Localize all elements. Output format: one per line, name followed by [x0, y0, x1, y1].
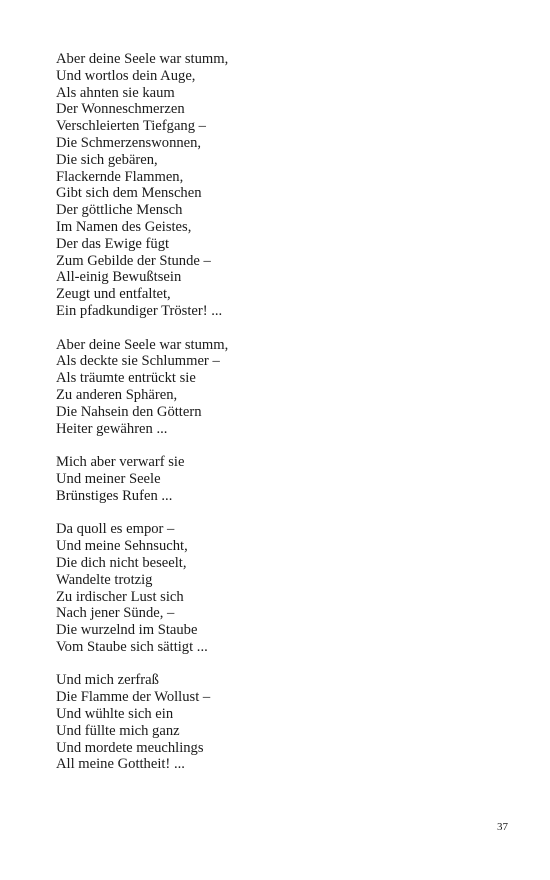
poem-line: Die dich nicht beseelt, [56, 554, 187, 571]
poem-line: Und meiner Seele [56, 470, 161, 487]
poem-line: Der göttliche Mensch [56, 202, 183, 219]
poem-line: Nach jener Sünde, – [56, 605, 175, 622]
poem-line: Zeugt und entfaltet, [56, 286, 171, 303]
poem-line: Ein pfadkundiger Tröster! ... [56, 302, 223, 319]
poem-line: Wandelte trotzig [56, 571, 153, 588]
poem-line: Verschleierten Tiefgang – [56, 118, 206, 135]
poem-line: Flackernde Flammen, [56, 168, 184, 185]
poem-line: Die Nahsein den Göttern [56, 403, 202, 420]
poem-line: Als deckte sie Schlummer – [56, 353, 220, 370]
poem-line: Gibt sich dem Menschen [56, 185, 202, 202]
poem-line: Aber deine Seele war stumm, [56, 336, 229, 353]
stanza-4 [56, 521, 496, 655]
poem-line: Als ahnten sie kaum [56, 84, 175, 101]
poem-body [56, 51, 496, 790]
poem-line: Aber deine Seele war stumm, [56, 51, 229, 67]
poem-line: Die wurzelnd im Staube [56, 622, 198, 639]
poem-line: Zum Gebilde der Stunde – [56, 252, 211, 269]
poem-line: Vom Staube sich sättigt ... [56, 638, 208, 655]
poem-line: All meine Gottheit! ... [56, 756, 185, 773]
page-number: 37 [497, 821, 508, 833]
poem-line: Und wühlte sich ein [56, 706, 174, 723]
poem-line: Der Wonneschmerzen [56, 101, 185, 118]
poem-line: Die sich gebären, [56, 151, 158, 168]
poem-line: Und füllte mich ganz [56, 722, 180, 739]
poem-line: Im Namen des Geistes, [56, 218, 192, 235]
stanza-3 [56, 454, 496, 504]
poem-line: Heiter gewähren ... [56, 420, 168, 437]
stanza-2 [56, 337, 496, 438]
poem-line: Zu anderen Sphären, [56, 386, 178, 403]
poem-line: Zu irdischer Lust sich [56, 588, 184, 605]
poem-line: Und mordete meuchlings [56, 739, 204, 756]
poem-line: Und wortlos dein Auge, [56, 67, 196, 84]
poem-line: All-einig Bewußtsein [56, 269, 182, 286]
poem-line: Und meine Sehnsucht, [56, 538, 188, 555]
stanza-5 [56, 672, 496, 773]
poem-line: Die Flamme der Wollust – [56, 689, 211, 706]
poem-line: Der das Ewige fügt [56, 235, 170, 252]
stanza-1 [56, 51, 496, 320]
poem-line: Und mich zerfraß [56, 672, 159, 689]
poem-line: Als träumte entrückt sie [56, 370, 196, 387]
poem-line: Da quoll es empor – [56, 521, 175, 538]
poem-line: Brünstiges Rufen ... [56, 487, 173, 504]
poem-line: Mich aber verwarf sie [56, 454, 185, 471]
poem-line: Die Schmerzenswonnen, [56, 134, 202, 151]
